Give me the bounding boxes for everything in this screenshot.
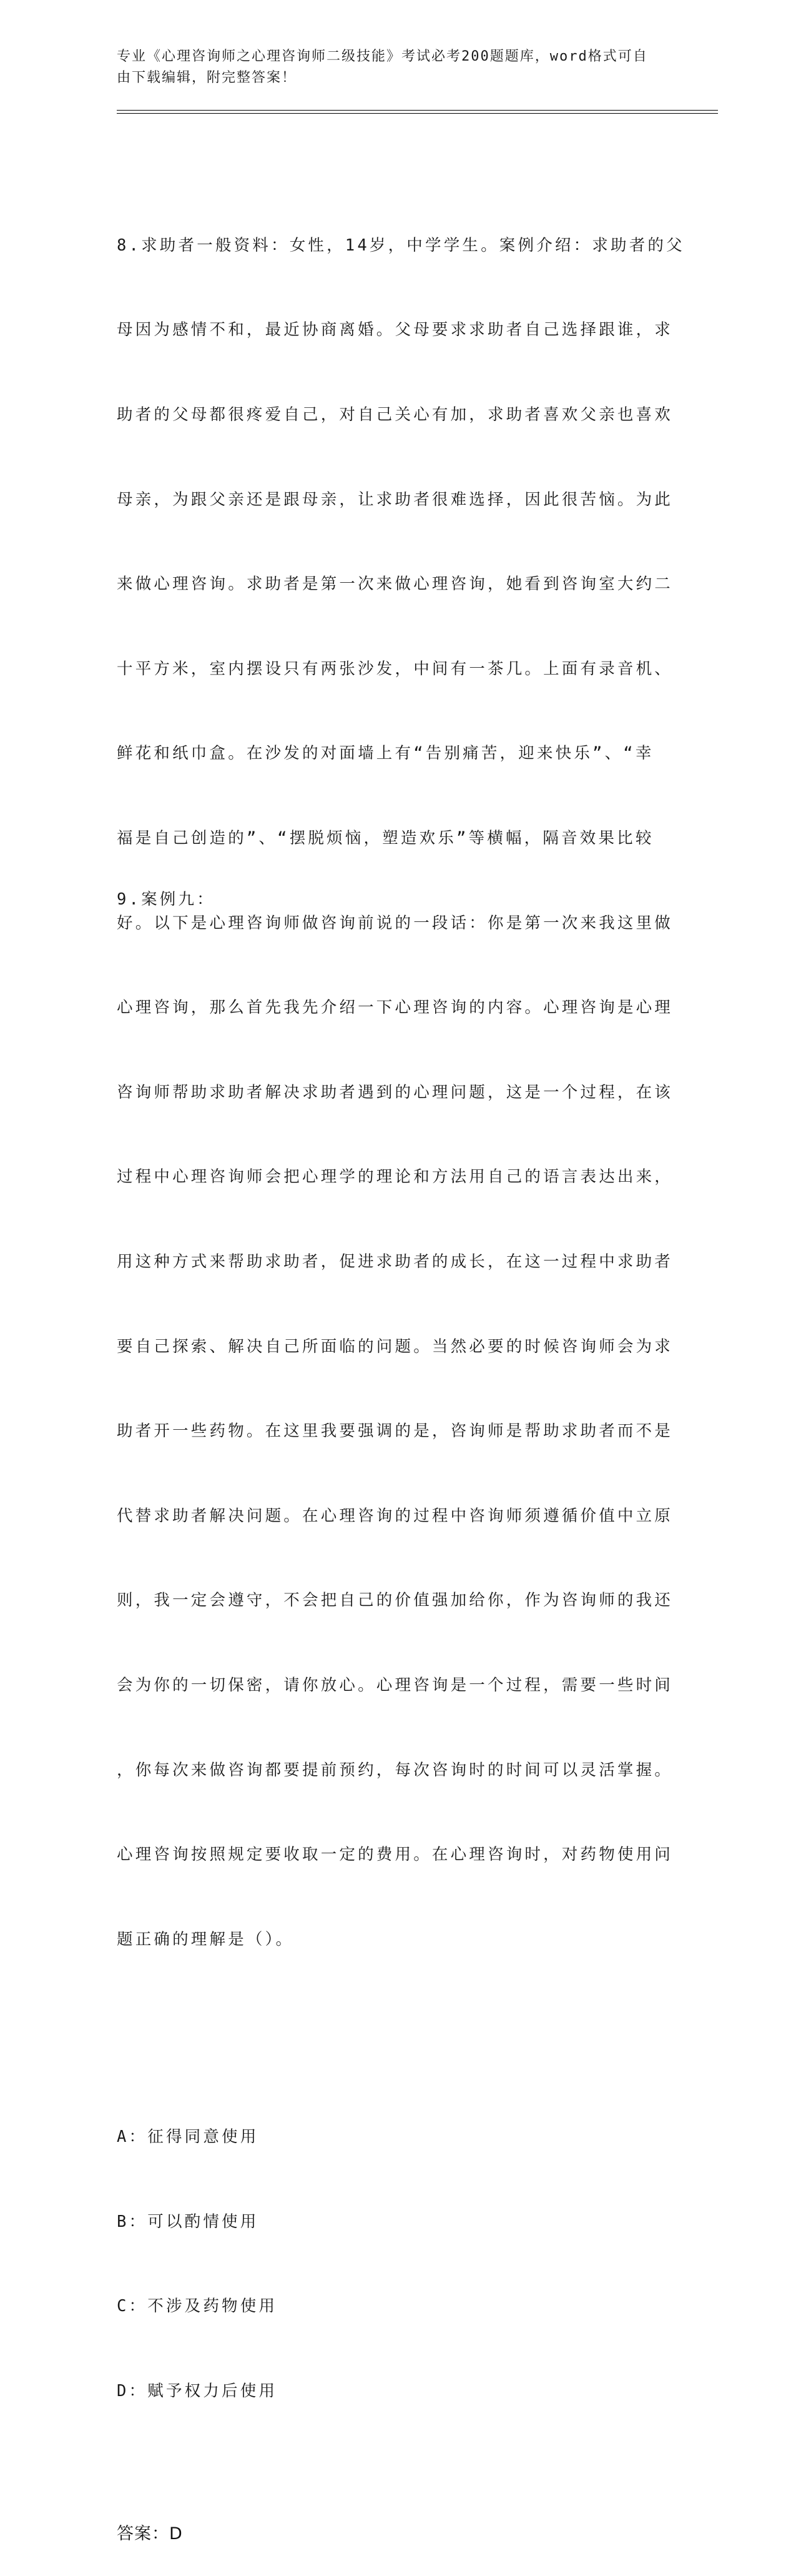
stem-line: 8.求助者一般资料：女性，14岁，中学学生。案例介绍：求助者的父 <box>117 235 685 255</box>
header-divider-bottom <box>117 113 718 114</box>
question-stem <box>117 175 685 2010</box>
header-line-2: 由下载编辑，附完整答案！ <box>117 70 297 86</box>
answer-key: 答案：D <box>117 2524 183 2544</box>
option-a: A：征得同意使用 <box>117 2128 259 2147</box>
stem-line: 则，我一定会遵守，不会把自己的价值强加给你，作为咨询师的我还 <box>117 1591 674 1610</box>
stem-line: 会为你的一切保密，请你放心。心理咨询是一个过程，需要一些时间 <box>117 1675 674 1695</box>
document-header <box>117 46 666 89</box>
option-d: D：赋予权力后使用 <box>117 2381 278 2400</box>
stem-line: 助者开一些药物。在这里我要强调的是，咨询师是帮助求助者而不是 <box>117 1422 674 1441</box>
stem-line: 咨询师帮助求助者解决求助者遇到的心理问题，这是一个过程，在该 <box>117 1082 674 1102</box>
stem-line: 心理咨询，那么首先我先介绍一下心理咨询的内容。心理咨询是心理 <box>117 998 674 1018</box>
stem-line: 要自己探索、解决自己所面临的问题。当然必要的时候咨询师会为求 <box>117 1337 674 1356</box>
stem-line: 用这种方式来帮助求助者，促进求助者的成长，在这一过程中求助者 <box>117 1252 674 1271</box>
header-divider-top <box>117 110 718 111</box>
option-b: B：可以酌情使用 <box>117 2212 259 2231</box>
stem-line: 心理咨询按照规定要收取一定的费用。在心理咨询时，对药物使用问 <box>117 1845 674 1865</box>
stem-line: 鲜花和纸巾盒。在沙发的对面墙上有“告别痛苦，迎来快乐”、“幸 <box>117 744 654 763</box>
question-8 <box>117 119 685 2576</box>
stem-line: 母因为感情不和，最近协商离婚。父母要求求助者自己选择跟谁，求 <box>117 320 674 340</box>
stem-line: 来做心理咨询。求助者是第一次来做心理咨询，她看到咨询室大约二 <box>117 575 674 594</box>
stem-line: 代替求助者解决问题。在心理咨询的过程中咨询师须遵循价值中立原 <box>117 1506 674 1525</box>
option-c: C：不涉及药物使用 <box>117 2297 278 2316</box>
stem-line: 母亲，为跟父亲还是跟母亲，让求助者很难选择，因此很苦恼。为此 <box>117 490 674 509</box>
stem-line: 福是自己创造的”、“摆脱烦恼，塑造欢乐”等横幅，隔音效果比较 <box>117 828 654 848</box>
stem-line: 好。以下是心理咨询师做咨询前说的一段话：你是第一次来我这里做 <box>117 913 674 933</box>
stem-line: 题正确的理解是（）。 <box>117 1930 295 1949</box>
answer-options <box>117 2067 669 2462</box>
stem-line: ，你每次来做咨询都要提前预约，每次咨询时的时间可以灵活掌握。 <box>117 1760 674 1780</box>
question-9-title: 9.案例九： <box>117 890 215 909</box>
header-line-1: 专业《心理咨询师之心理咨询师二级技能》考试必考200题题库，word格式可自 <box>117 49 648 64</box>
stem-line: 十平方米，室内摆设只有两张沙发，中间有一茶几。上面有录音机、 <box>117 659 674 678</box>
stem-line: 过程中心理咨询师会把心理学的理论和方法用自己的语言表达出来， <box>117 1167 674 1187</box>
stem-line: 助者的父母都很疼爱自己，对自己关心有加，求助者喜欢父亲也喜欢 <box>117 405 674 424</box>
